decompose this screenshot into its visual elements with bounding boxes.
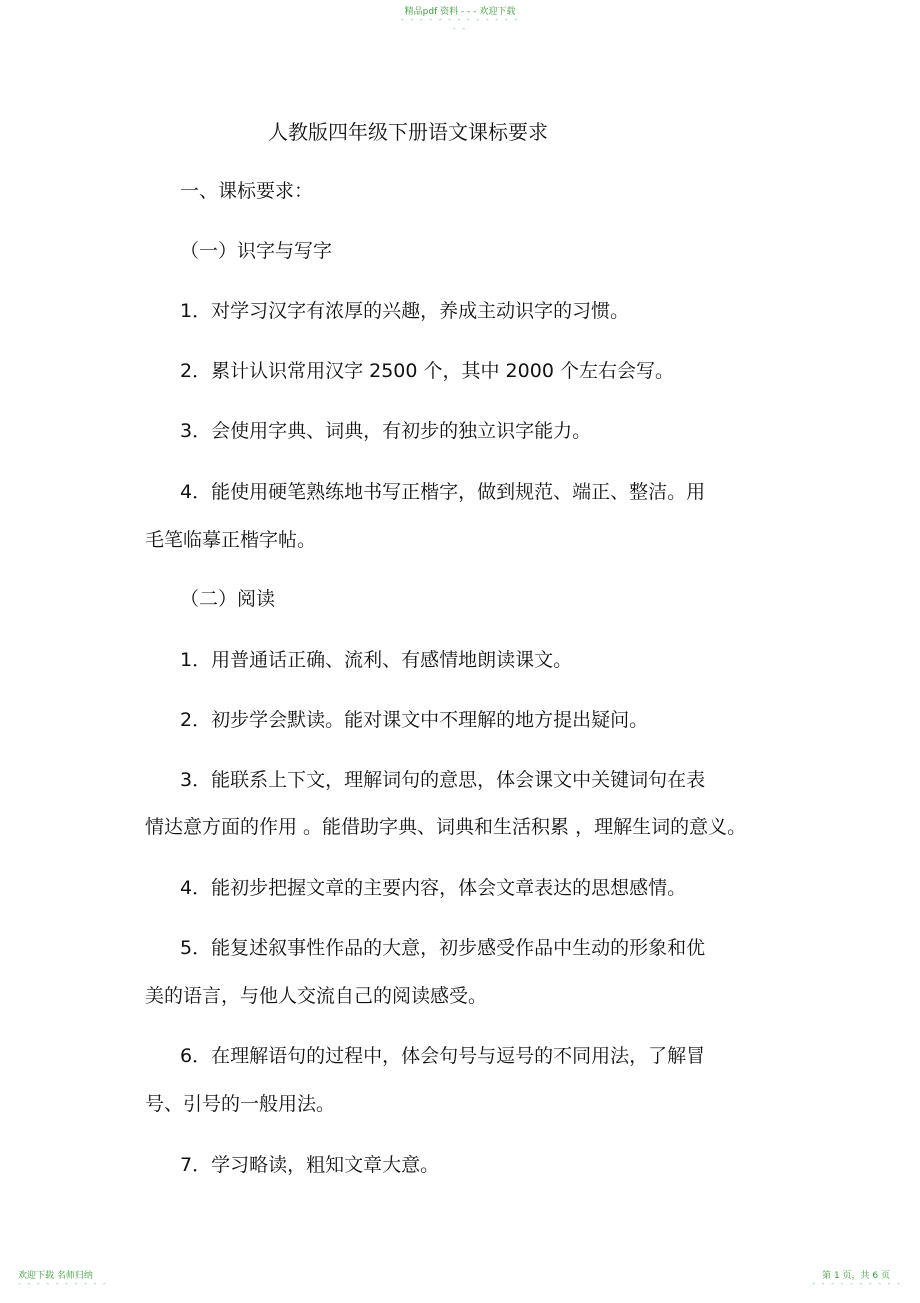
footer-left-text: 欢迎下载 名师归纳 [18,1271,93,1281]
list-item-continuation: 情达意方面的作用 。能借助字典、词典和生活积累 ，理解生词的意义。 [145,816,747,838]
list-item-continuation: 号、引号的一般用法。 [145,1093,336,1115]
footer-right-dots: - - - - - - - - - - [812,1279,902,1288]
page-header-dots: - - - - - - - - - - - - - - - [400,15,520,33]
section-heading: 一、课标要求： [180,180,314,202]
list-item: 1．用普通话正确、流利、有感情地朗读课文。 [180,649,573,671]
document-title: 人教版四年级下册语文课标要求 [268,120,548,144]
list-item: 2．累计认识常用汉字 2500 个，其中 2000 个左右会写。 [180,360,674,382]
list-item: 4．能使用硬笔熟练地书写正楷字，做到规范、端正、整洁。用 [180,481,706,503]
list-item: 3．能联系上下文，理解词句的意思，体会课文中关键词句在表 [180,769,706,791]
list-item: 4．能初步把握文章的主要内容，体会文章表达的思想感情。 [180,877,687,899]
list-item: 2．初步学会默读。能对课文中不理解的地方提出疑问。 [180,709,649,731]
list-item: 7．学习略读，粗知文章大意。 [180,1154,440,1176]
list-item-continuation: 美的语言，与他人交流自己的阅读感受。 [145,985,488,1007]
subsection-heading: （二）阅读 [180,588,276,610]
list-item: 3．会使用字典、词典，有初步的独立识字能力。 [180,420,592,442]
list-item: 5．能复述叙事性作品的大意，初步感受作品中生动的形象和优 [180,937,706,959]
footer-left-dots: - - - - - - - - - - [18,1279,108,1288]
list-item: 1．对学习汉字有浓厚的兴趣，养成主动识字的习惯。 [180,300,630,322]
list-item-continuation: 毛笔临摹正楷字帖。 [145,529,317,551]
page-header-banner: 精品pdf 资料 - - - 欢迎下载 [404,7,516,17]
subsection-heading: （一）识字与写字 [180,240,333,262]
page-number: 第 1 页，共 6 页 [822,1271,890,1281]
list-item: 6．在理解语句的过程中，体会句号与逗号的不同用法，了解冒 [180,1045,706,1067]
